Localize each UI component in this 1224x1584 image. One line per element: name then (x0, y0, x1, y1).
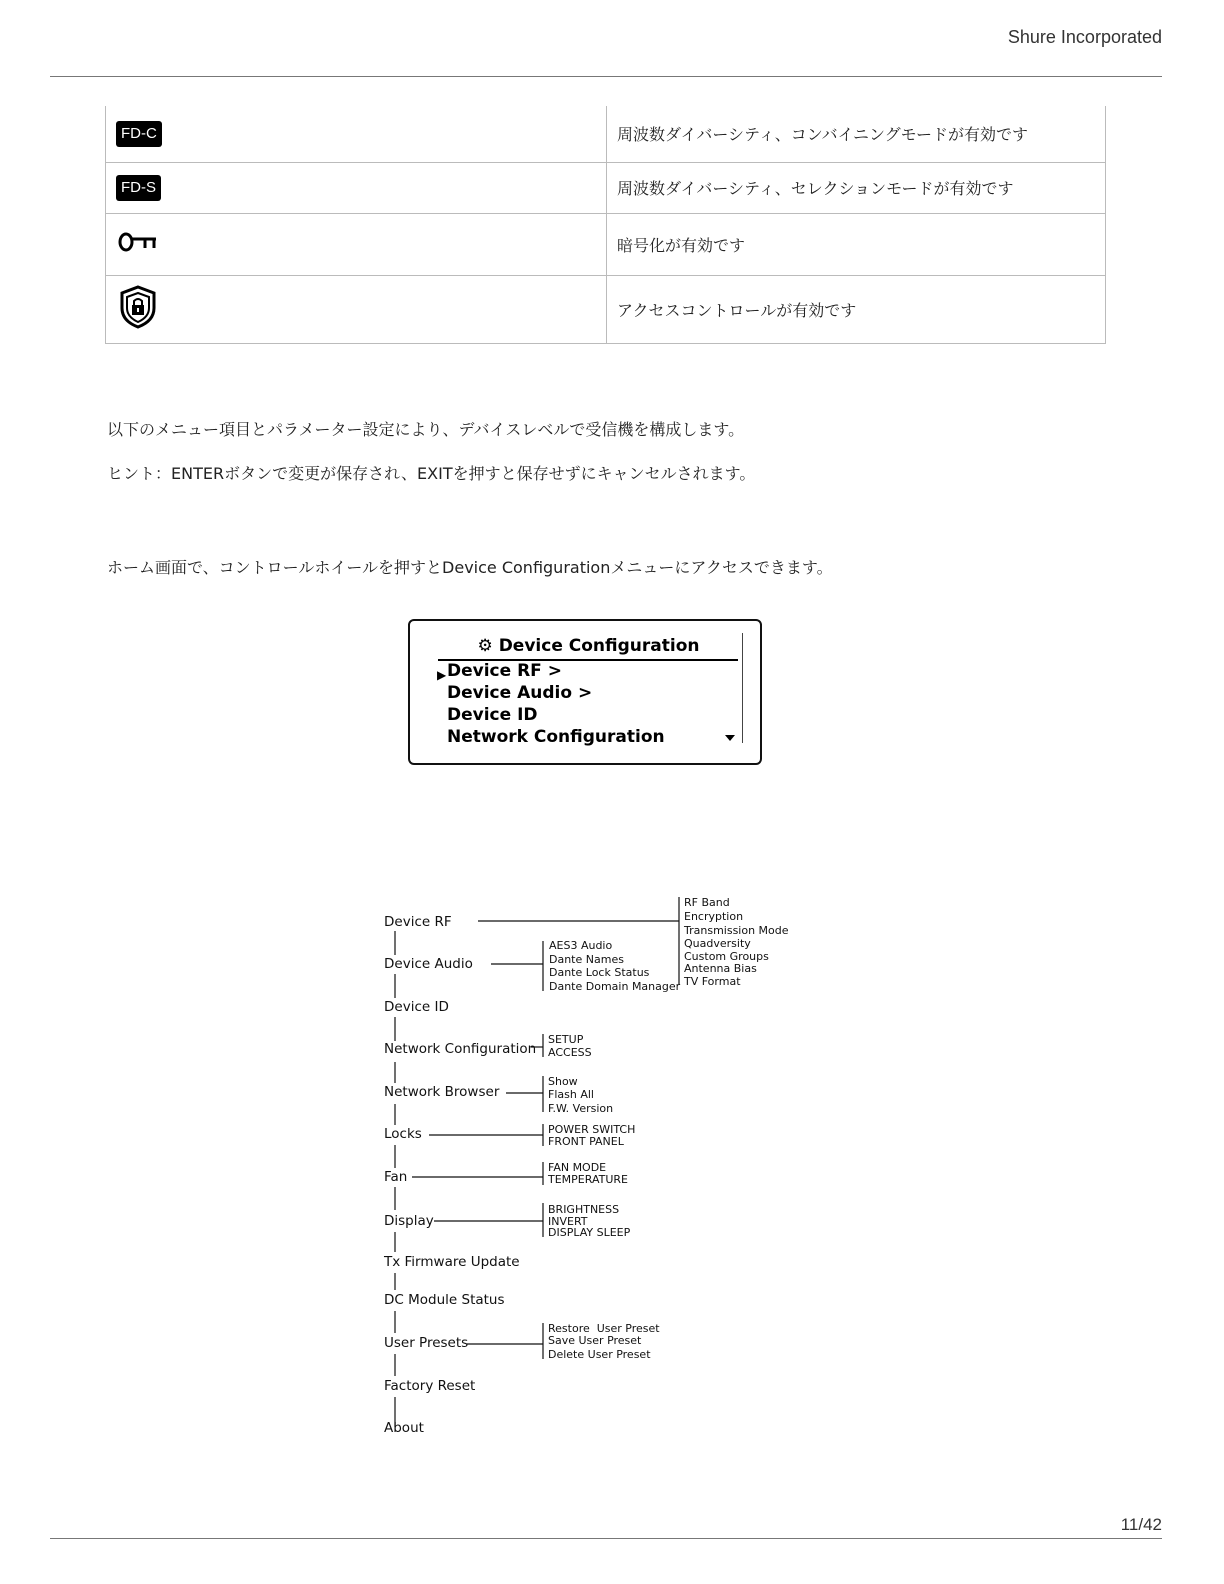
tree-main-tx-firmware-update: Tx Firmware Update (384, 1254, 520, 1270)
tree-sub-invert: INVERT (548, 1215, 588, 1228)
tree-sub-delete-user-preset: Delete User Preset (548, 1348, 651, 1361)
description-cell: 周波数ダイバーシティ、コンバイニングモードが有効です (607, 106, 1106, 162)
tree-sub-brightness: BRIGHTNESS (548, 1203, 620, 1216)
tree-main-network-configuration: Network Configuration (384, 1041, 537, 1057)
fd-s-badge: FD-S (116, 175, 161, 201)
tree-sub-quadversity: Quadversity (684, 937, 751, 950)
tree-sub-aes3-audio: AES3 Audio (549, 939, 613, 952)
selection-cursor-icon: ▶ (437, 668, 447, 682)
lcd-title-text: Device Configuration (498, 636, 700, 656)
tree-main-device-audio: Device Audio (384, 956, 473, 972)
tree-sub-display-sleep: DISPLAY SLEEP (548, 1226, 631, 1239)
tree-main-dc-module-status: DC Module Status (384, 1292, 505, 1308)
intro-paragraph: 以下のメニュー項目とパラメーター設定により、デバイスレベルで受信機を構成します。 (107, 420, 745, 439)
header-company: Shure Incorporated (1007, 27, 1162, 47)
lcd-item-device-id[interactable]: Device ID (447, 705, 538, 725)
access-paragraph: ホーム画面で、コントロールホイールを押すとDevice Configurationメニューにアクセスできます。 (107, 558, 833, 577)
tree-main-device-id: Device ID (384, 999, 449, 1015)
page-number: 11/42 (1120, 1515, 1162, 1534)
hint-paragraph: ヒント：ENTERボタンで変更が保存され、EXITを押すと保存せずにキャンセルされます。 (107, 464, 756, 483)
tree-sub-antenna-bias: Antenna Bias (684, 962, 757, 975)
tree-sub-temperature: TEMPERATURE (548, 1173, 628, 1186)
tree-sub-flash-all: Flash All (548, 1088, 594, 1101)
tree-main-locks: Locks (384, 1126, 422, 1142)
chevron-right-icon: > (577, 683, 593, 703)
tree-sub-tv-format: TV Format (684, 975, 741, 988)
tree-sub-restore-user-preset: Restore User Preset (548, 1322, 660, 1335)
lcd-item-network-configuration[interactable]: Network Configuration (447, 727, 665, 747)
tree-sub-rf-band: RF Band (684, 896, 730, 909)
tree-sub-show: Show (548, 1075, 578, 1088)
chevron-right-icon: > (547, 661, 562, 681)
tree-main-device-rf: Device RF (384, 914, 452, 930)
tree-main-display: Display (384, 1213, 434, 1229)
tree-main-network-browser: Network Browser (384, 1084, 500, 1100)
fd-c-badge: FD-C (116, 121, 162, 147)
lcd-item-device-audio[interactable]: Device Audio > (447, 683, 593, 703)
tree-main-about: About (384, 1420, 424, 1436)
tree-main-factory-reset: Factory Reset (384, 1378, 476, 1394)
tree-sub-access: ACCESS (548, 1046, 592, 1059)
tree-sub-save-user-preset: Save User Preset (548, 1334, 642, 1347)
description-cell: 暗号化が有効です (607, 213, 1106, 275)
lcd-item-device-rf[interactable]: Device RF > (447, 661, 562, 681)
tree-sub-encryption: Encryption (684, 910, 744, 923)
tree-sub-transmission-mode: Transmission Mode (684, 924, 789, 937)
tree-sub-fw-version: F.W. Version (548, 1102, 614, 1115)
gear-icon: ⚙ (477, 636, 493, 656)
description-cell: 周波数ダイバーシティ、セレクションモードが有効です (607, 162, 1106, 213)
tree-sub-fan-mode: FAN MODE (548, 1161, 607, 1174)
tree-sub-dante-lock-status: Dante Lock Status (549, 966, 650, 979)
tree-sub-dante-domain-manager: Dante Domain Manager (549, 980, 681, 993)
tree-sub-dante-names: Dante Names (549, 953, 624, 966)
description-cell: アクセスコントロールが有効です (607, 275, 1106, 343)
tree-main-fan: Fan (384, 1169, 408, 1185)
tree-sub-custom-groups: Custom Groups (684, 950, 769, 963)
tree-main-user-presets: User Presets (384, 1335, 469, 1351)
tree-sub-front-panel: FRONT PANEL (548, 1135, 624, 1148)
tree-sub-setup: SETUP (548, 1033, 584, 1046)
tree-sub-power-switch: POWER SWITCH (548, 1123, 636, 1136)
footer-rule (50, 1538, 1162, 1539)
